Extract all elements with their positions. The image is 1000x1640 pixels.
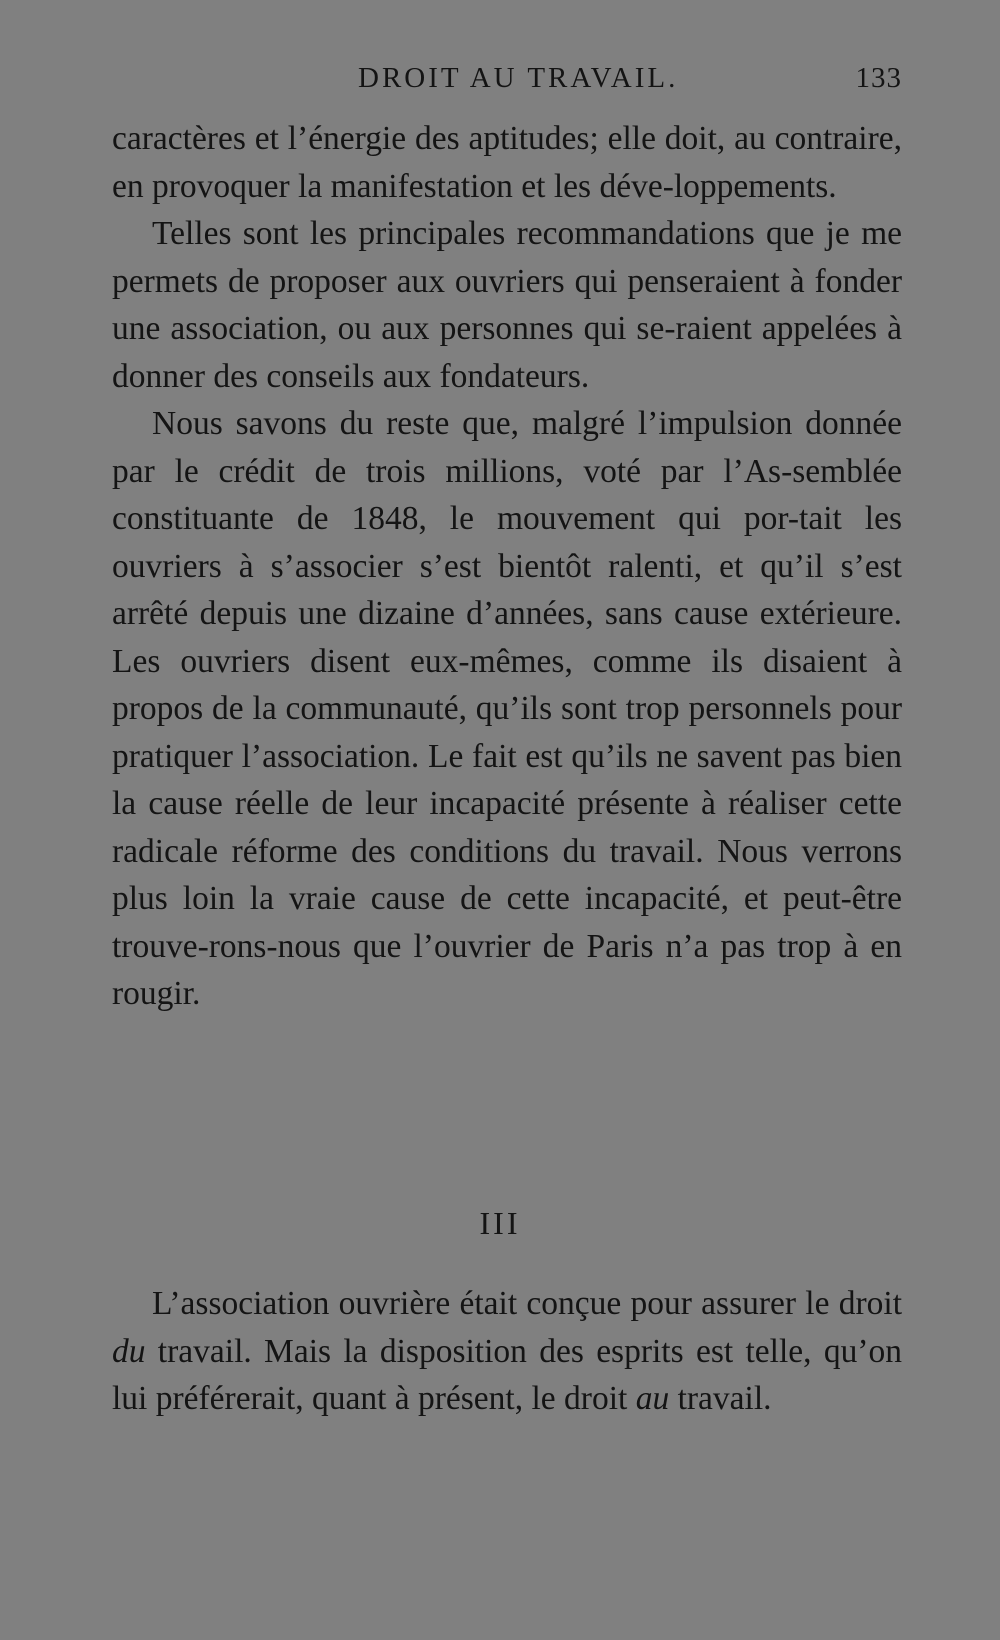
section-heading: III [479,1205,521,1241]
text-segment: travail. Mais la disposition des esprits est telle, qu’on lui préférerait, quant à présent, le droit [112,1332,902,1417]
paragraph-recommendations: Telles sont les principales recommandations que je me permets de proposer aux ouvriers qui penseraient à fonder une association, ou aux personnes qui se-raient appelées à donner des conseils aux fondateurs. [112,215,902,395]
paragraph-section-opening [112,1280,902,1423]
text-segment: travail. [669,1380,772,1417]
running-title: DROIT AU TRAVAIL. [358,62,679,94]
page-number: 133 [855,62,902,94]
emphasis-du: du [112,1332,146,1370]
main-text [112,115,902,1018]
emphasis-au: au [635,1380,670,1417]
paragraph-continued: caractères et l’énergie des aptitudes; elle doit, au contraire, en provoquer la manifestation et les déve-loppements. [112,120,902,205]
paragraph-movement: Nous savons du reste que, malgré l’impulsion donnée par le crédit de trois millions, voté par l’As-semblée constituante de 1848, le mouvement qui por-tait les ouvriers à s’associer s’est bientôt ralenti, et qu’il s’est arrêté depuis une dizaine d’années, sans cause extérieure. Les ouvriers disent eux-mêmes, comme ils disaient à propos de la communauté, qu’ils sont trop personnels pour pratiquer l’association. Le fait est qu’ils ne savent pas bien la cause réelle de leur incapacité présente à réaliser cette radicale réforme des conditions du travail. Nous verrons plus loin la vraie cause de cette incapacité, et peut-être trouve-rons-nous que l’ouvrier de Paris n’a pas trop à en rougir. [112,405,902,1012]
text-segment: L’association ouvrière était conçue pour assurer le droit [152,1285,902,1322]
running-head [112,62,902,98]
section-text [112,1280,902,1423]
